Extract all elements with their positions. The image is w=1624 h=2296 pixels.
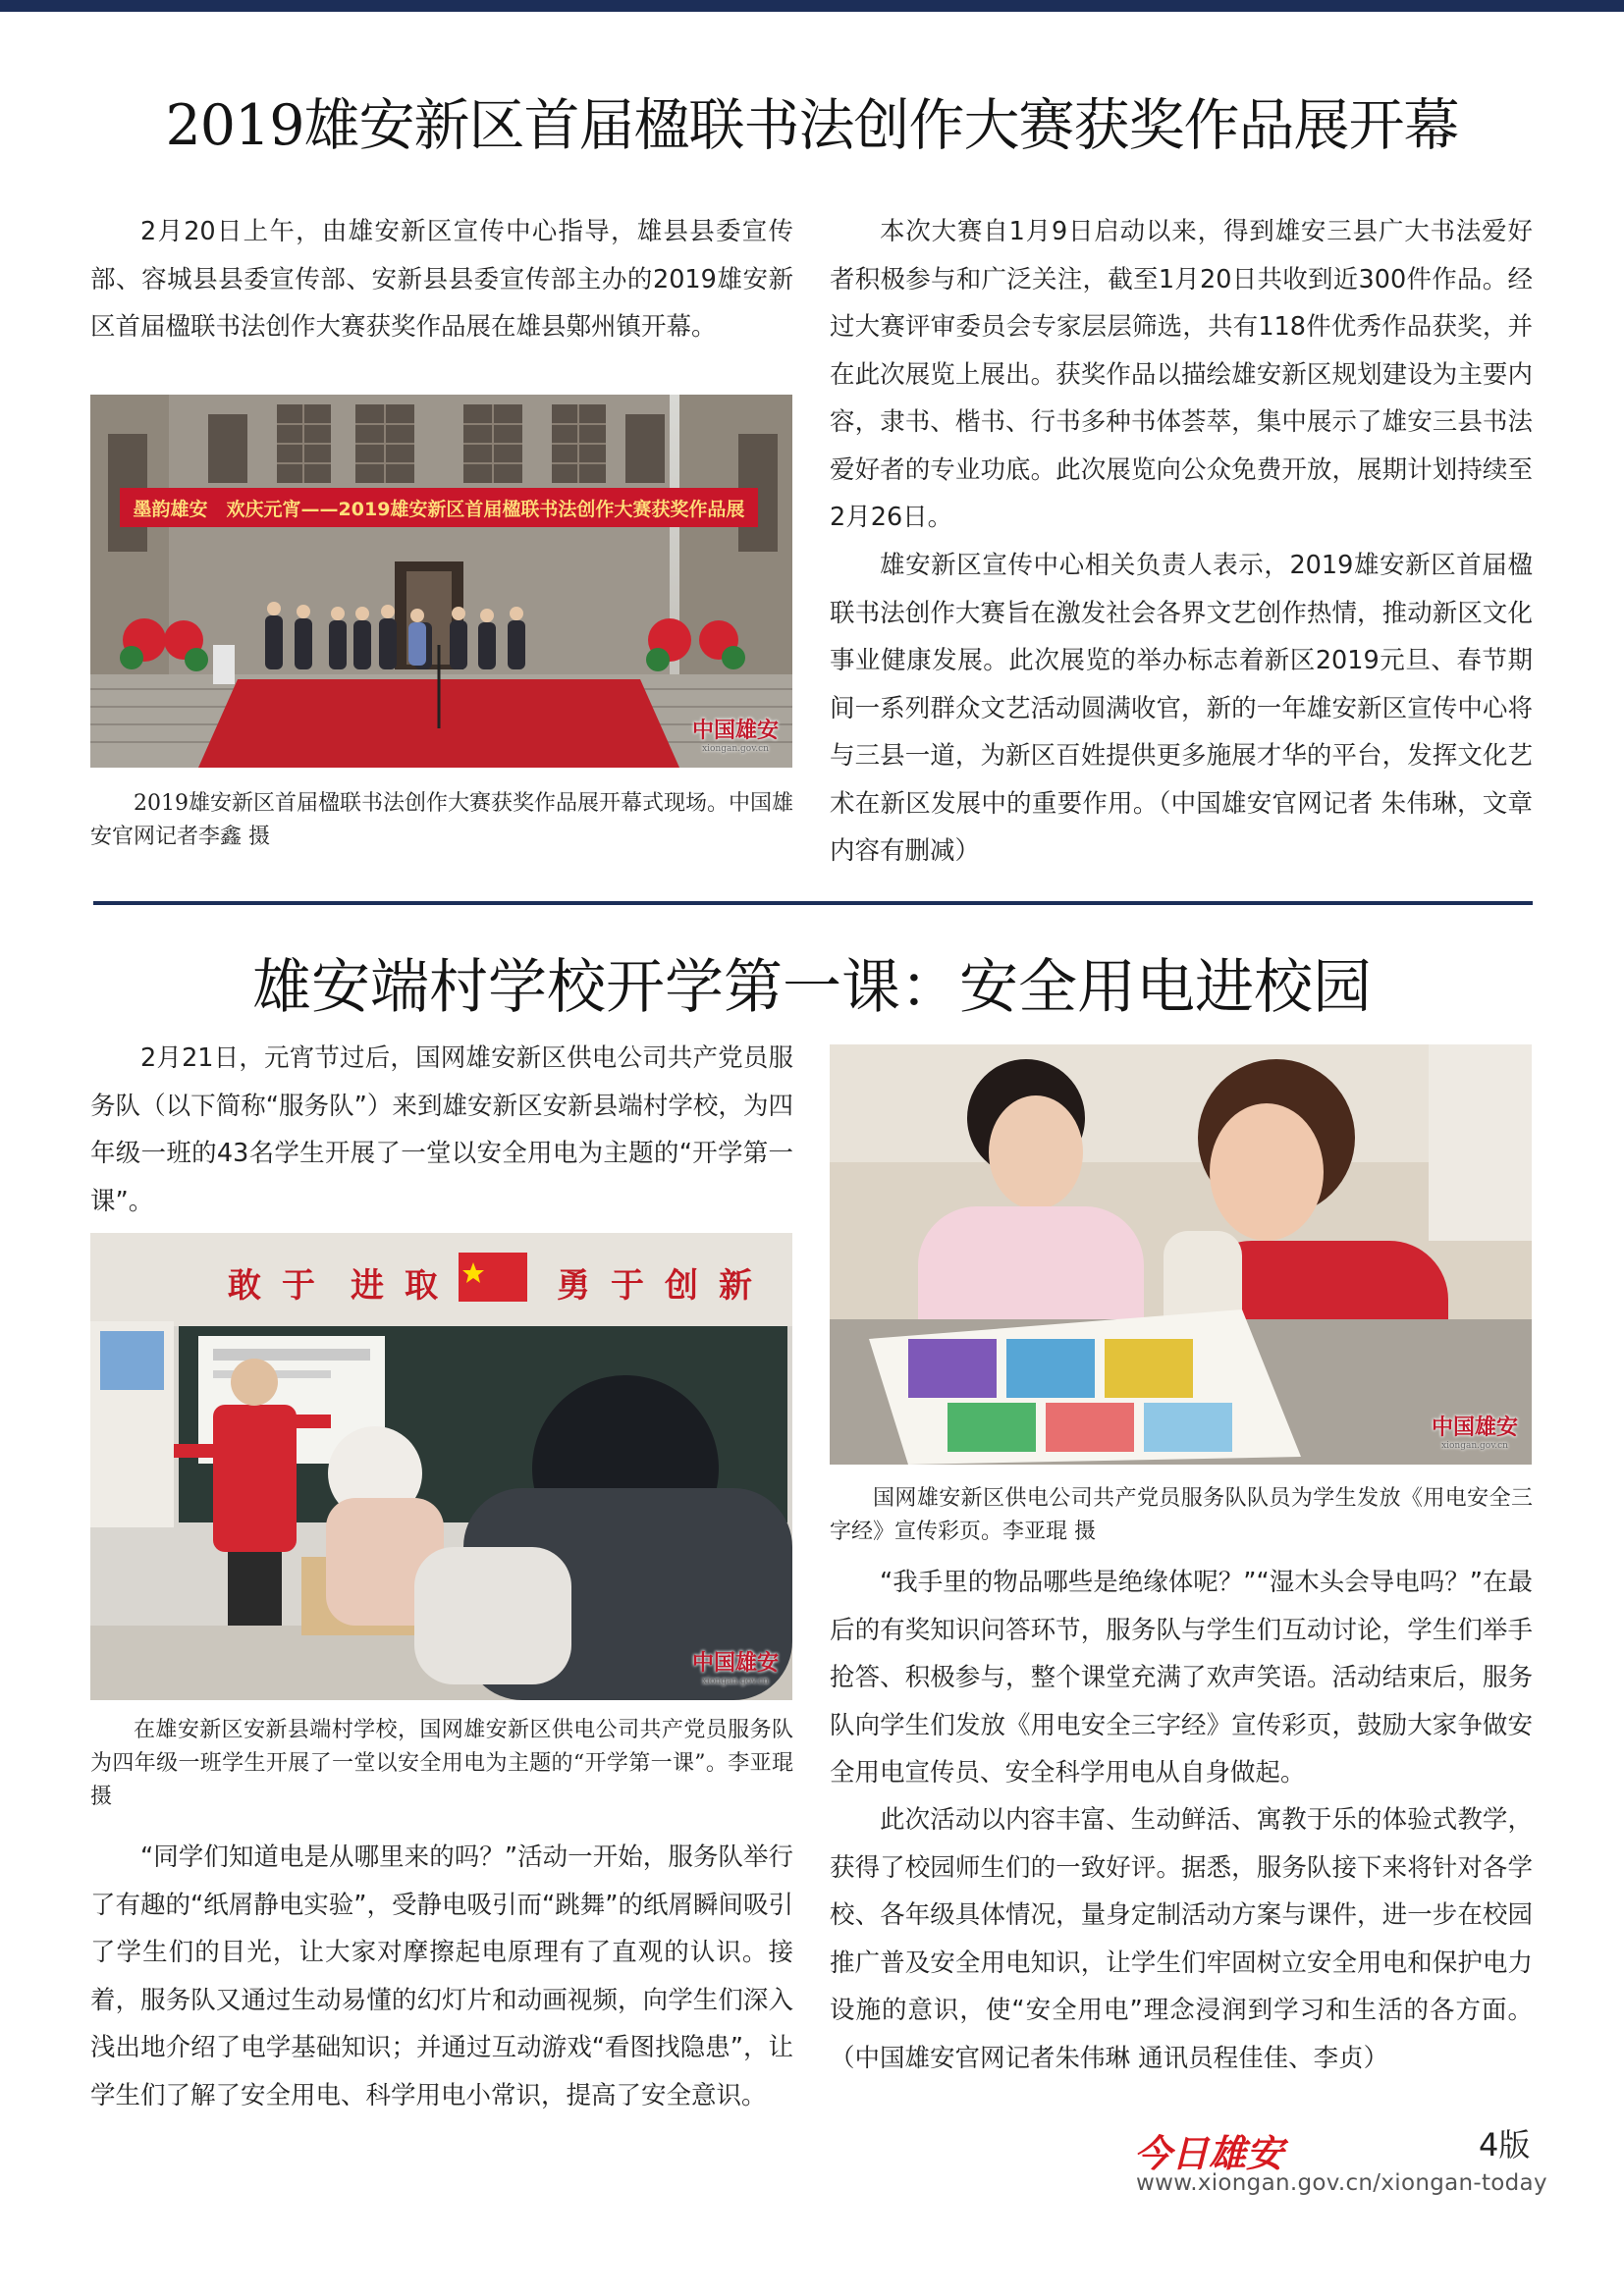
slogan-char: 新 bbox=[719, 1266, 752, 1306]
section-divider bbox=[93, 901, 1533, 905]
edition-number: 4版 bbox=[1479, 2126, 1531, 2163]
article1-paragraph-3: 雄安新区宣传中心相关负责人表示，2019雄安新区首届楹联书法创作大赛旨在激发社会各界文艺创作热情，推动新区文化事业健康发展。此次展览的举办标志着新区2019元旦、春节期间一系列群众文艺活动圆满收官，新的一年雄安新区宣传中心将与三县一道，为新区百姓提供更多施展才华的平台，发挥文化艺术在新区发展中的重要作用。（中国雄安官网记者 朱伟琳，文章内容有删减） bbox=[830, 551, 1533, 866]
article2-paragraph-3: “我手里的物品哪些是绝缘体呢？”“湿木头会导电吗？”在最后的有奖知识问答环节，服务队与学生们互动讨论，学生们举手抢答、积极参与，整个课堂充满了欢声笑语。活动结束后，服务队向学生们发放《用电安全三字经》宣传彩页，鼓励大家争做安全用电宣传员、安全科学用电从自身做起。 bbox=[830, 1568, 1533, 1788]
article2-paragraph-1: 2月21日，元宵节过后，国网雄安新区供电公司共产党员服务队（以下简称“服务队”）来到雄安新区安新县端村学校，为四年级一班的43名学生开展了一堂以安全用电为主题的“开学第一课”。 bbox=[90, 1043, 793, 1216]
exhibition-photo-caption: 2019雄安新区首届楹联书法创作大赛获奖作品展开幕式现场。中国雄安官网记者李鑫 摄 bbox=[90, 791, 793, 849]
classroom-lecture-photo bbox=[90, 1233, 792, 1700]
slogan-char: 取 bbox=[405, 1266, 438, 1306]
article1-paragraph-2: 本次大赛自1月9日启动以来，得到雄安三县广大书法爱好者积极参与和广泛关注，截至1月20日共收到近300件作品。经过大赛评审委员会专家层层筛选，共有118件优秀作品获奖，并在此次展览上展出。获奖作品以描绘雄安新区规划建设为主要内容，隶书、楷书、行书多种书体荟萃，集中展示了雄安三县书法爱好者的专业功底。此次展览向公众免费开放，展期计划持续至2月26日。 bbox=[830, 217, 1533, 532]
article2-paragraph-4: 此次活动以内容丰富、生动鲜活、寓教于乐的体验式教学，获得了校园师生们的一致好评。据悉，服务队接下来将针对各学校、各年级具体情况，量身定制活动方案与课件，进一步在校园推广普及安全用电知识，让学生们牢固树立安全用电和保护电力设施的意识，使“安全用电”理念浸润到学习和生活的各方面。（中国雄安官网记者朱伟琳 通讯员程佳佳、李贞） bbox=[830, 1805, 1533, 2073]
article1-paragraph-1: 2月20日上午，由雄安新区宣传中心指导，雄县县委宣传部、容城县县委宣传部、安新县县委宣传部主办的2019雄安新区首届楹联书法创作大赛获奖作品展在雄县鄚州镇开幕。 bbox=[90, 217, 793, 342]
watermark-logo: 中国雄安 xiongan.gov.cn bbox=[691, 1650, 779, 1686]
slogan-char: 勇 bbox=[557, 1266, 590, 1306]
article1-headline: 2019雄安新区首届楹联书法创作大赛获奖作品展开幕 bbox=[165, 93, 1459, 158]
slogan-char: 创 bbox=[665, 1266, 698, 1306]
top-color-bar bbox=[0, 0, 1624, 12]
brochure-photo-caption: 国网雄安新区供电公司共产党员服务队队员为学生发放《用电安全三字经》宣传彩页。李亚琨 摄 bbox=[830, 1486, 1533, 1544]
classroom-photo-caption: 在雄安新区安新县端村学校，国网雄安新区供电公司共产党员服务队为四年级一班学生开展了一堂以安全用电为主题的“开学第一课”。李亚琨 摄 bbox=[90, 1718, 793, 1809]
article2-paragraph-2: “同学们知道电是从哪里来的吗？”活动一开始，服务队举行了有趣的“纸屑静电实验”，受静电吸引而“跳舞”的纸屑瞬间吸引了学生们的目光，让大家对摩擦起电原理有了直观的认识。接着，服务队又通过生动易懂的幻灯片和动画视频，向学生们深入浅出地介绍了电学基础知识；并通过互动游戏“看图找隐患”，让学生们了解了安全用电、科学用电小常识，提高了安全意识。 bbox=[90, 1842, 793, 2110]
banner-text: 墨韵雄安 欢庆元宵——2019雄安新区首届楹联书法创作大赛获奖作品展 bbox=[133, 499, 745, 520]
exhibition-opening-photo bbox=[90, 395, 792, 768]
slogan-char: 进 bbox=[351, 1266, 384, 1306]
slogan-char: 于 bbox=[282, 1266, 315, 1306]
watermark-logo: 中国雄安 xiongan.gov.cn bbox=[691, 718, 779, 754]
footer-url: www.xiongan.gov.cn/xiongan-today bbox=[1136, 2170, 1547, 2196]
article2-headline: 雄安端村学校开学第一课：安全用电进校园 bbox=[252, 953, 1372, 1022]
watermark-logo: 中国雄安 xiongan.gov.cn bbox=[1431, 1415, 1518, 1451]
slogan-char: 于 bbox=[611, 1266, 644, 1306]
today-xiongan-logo: 今日雄安 bbox=[1134, 2131, 1284, 2175]
slogan-char: 敢 bbox=[228, 1266, 261, 1306]
student-brochure-photo bbox=[830, 1044, 1532, 1465]
